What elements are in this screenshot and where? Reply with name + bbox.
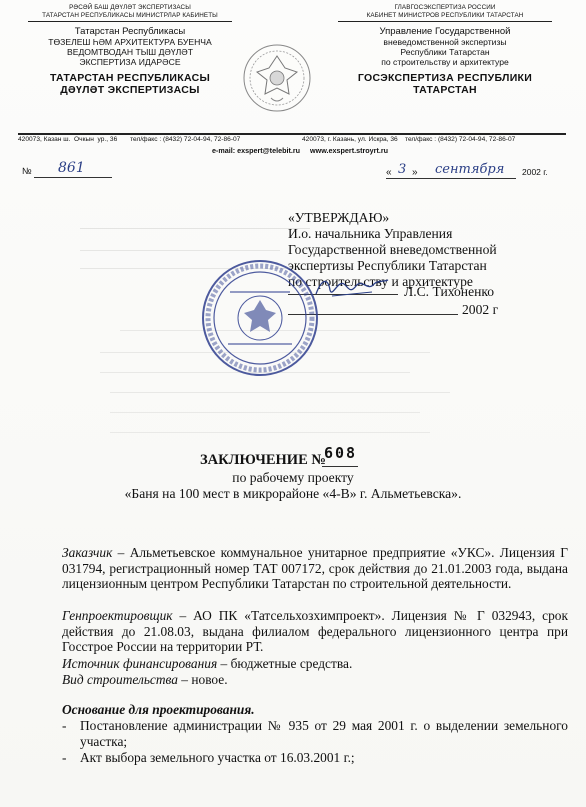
- doc-number-underline: [34, 177, 112, 178]
- signature-icon: [312, 272, 392, 302]
- conclusion-title: ЗАКЛЮЧЕНИЕ №: [200, 452, 326, 468]
- approval-year: 2002 г: [462, 302, 499, 317]
- approval-line-1: И.о. начальника Управления: [288, 226, 453, 241]
- approval-line-2: Государственной вневедомственной: [288, 242, 497, 257]
- date-underline: [386, 178, 516, 179]
- finance-label: Источник финансирования: [62, 656, 218, 671]
- header-right-mid-1: Управление Государственной: [379, 26, 511, 37]
- email-line: e-mail: exspert@telebit.ru www.exspert.stroyrt.ru: [211, 146, 389, 155]
- header-left-big-2: ДӘҮЛӘТ ЭКСПЕРТИЗАСЫ: [60, 84, 200, 96]
- header-left-mid-4: ЭКСПЕРТИЗА ИДАРӘСЕ: [79, 57, 181, 67]
- designer-label: Генпроектировщик: [62, 608, 173, 623]
- bullet-dash: -: [62, 750, 67, 765]
- approval-title: «УТВЕРЖДАЮ»: [288, 210, 390, 225]
- date-year: 2002 г.: [522, 167, 548, 177]
- conclusion-subtitle: по рабочему проекту: [232, 470, 354, 485]
- header-right-big-1: ГОСЭКСПЕРТИЗА РЕСПУБЛИКИ: [357, 72, 533, 84]
- bullet-dash: -: [62, 718, 67, 733]
- signature-name: Л.С. Тихоненко: [404, 284, 495, 299]
- header-left-mid-3: ВЕДОМТВОДАН ТЫШ ДӘҮЛӘТ: [66, 47, 193, 57]
- date-close-quote: »: [412, 167, 418, 178]
- designer-text: – АО ПК «Татсельхозхимпроект». Лицензия № Г 032943, срок действия до 21.08.03, выдана филиалом федерального лицензионного центра при Госстрое России на территории РТ.: [62, 608, 568, 655]
- address-left: 420073, Казан ш. Очкын ур., 36 тел/факс : (8432) 72-04-94, 72-86-07: [18, 136, 241, 143]
- customer-label: Заказчик: [62, 545, 113, 560]
- header-left-mid-1: Татарстан Республикасы: [74, 26, 186, 37]
- header-right-big-2: ТАТАРСТАН: [413, 84, 477, 96]
- header-left-mid-2: ТӨЗЕЛЕШ ҺӘМ АРХИТЕКТУРА БУЕНЧА: [48, 37, 212, 47]
- header-right-top-1: ГЛАВГОСЭКСПЕРТИЗА РОССИИ: [394, 4, 496, 11]
- address-right: 420073, г. Казань, ул. Искра, 36 тел/факс : (8432) 72-04-94, 72-86-07: [302, 136, 516, 143]
- basis-item-1: [62, 718, 568, 749]
- header-right-mid-3: Республики Татарстан: [400, 47, 490, 57]
- header-left-top-2: ТАТАРСТАН РЕСПУБЛИКАСЫ МИНИСТРЛАР КАБИНЕТЫ: [42, 12, 218, 19]
- date-open-quote: «: [386, 167, 392, 178]
- doc-number-label: №: [22, 166, 32, 176]
- doc-number-value: 861: [58, 160, 85, 176]
- customer-text: – Альметьевское коммунальное унитарное предприятие «УКС». Лицензия Г 031794, регистрационный номер ТАТ 007172, срок действия до 21.01.2003 года, выдана лицензионным центром Республики Татарстан по строительной деятельности.: [62, 545, 568, 592]
- finance-text: – бюджетные средства.: [217, 656, 353, 671]
- customer-paragraph: [62, 545, 568, 592]
- basis-title: Основание для проектирования.: [62, 702, 255, 717]
- basis-item-1-text: Постановление администрации № 935 от 29 мая 2001 г. о выделении земельного участка;: [80, 718, 568, 749]
- designer-paragraph: [62, 608, 568, 655]
- header-right: [330, 4, 560, 96]
- emblem-seal-icon: [241, 42, 313, 114]
- header-right-mid-2: вневедомственной экспертизы: [383, 37, 507, 47]
- header-right-mid-4: по строительству и архитектуре: [381, 57, 509, 67]
- header-right-top-2: КАБИНЕТ МИНИСТРОВ РЕСПУБЛИКИ ТАТАРСТАН: [366, 12, 524, 19]
- construction-text: – новое.: [177, 672, 228, 687]
- header-rule: [18, 133, 566, 135]
- conclusion-project: «Баня на 100 мест в микрорайоне «4-В» г. Альметьевска».: [124, 486, 462, 501]
- construction-label: Вид строительства: [62, 672, 178, 687]
- basis-item-2-text: Акт выбора земельного участка от 16.03.2001 г.;: [80, 750, 355, 765]
- approval-line-3: экспертизы Республики Татарстан: [288, 258, 487, 273]
- header-left-big-1: ТАТАРСТАН РЕСПУБЛИКАСЫ: [49, 72, 211, 84]
- date-day: 3: [398, 162, 407, 177]
- header-left: [20, 4, 240, 96]
- approval-line-4: по строительству и архитектуре: [288, 274, 473, 289]
- construction-paragraph: [62, 672, 568, 688]
- conclusion-number: 608: [324, 444, 358, 462]
- basis-item-2: [62, 750, 568, 766]
- finance-paragraph: [62, 656, 568, 672]
- header-left-top-1: РӘСӘЙ БАШ ДӘҮЛӘТ ЭКСПЕРТИЗАСЫ: [69, 4, 191, 11]
- date-month: сентября: [435, 162, 505, 177]
- round-stamp-icon: [200, 258, 320, 378]
